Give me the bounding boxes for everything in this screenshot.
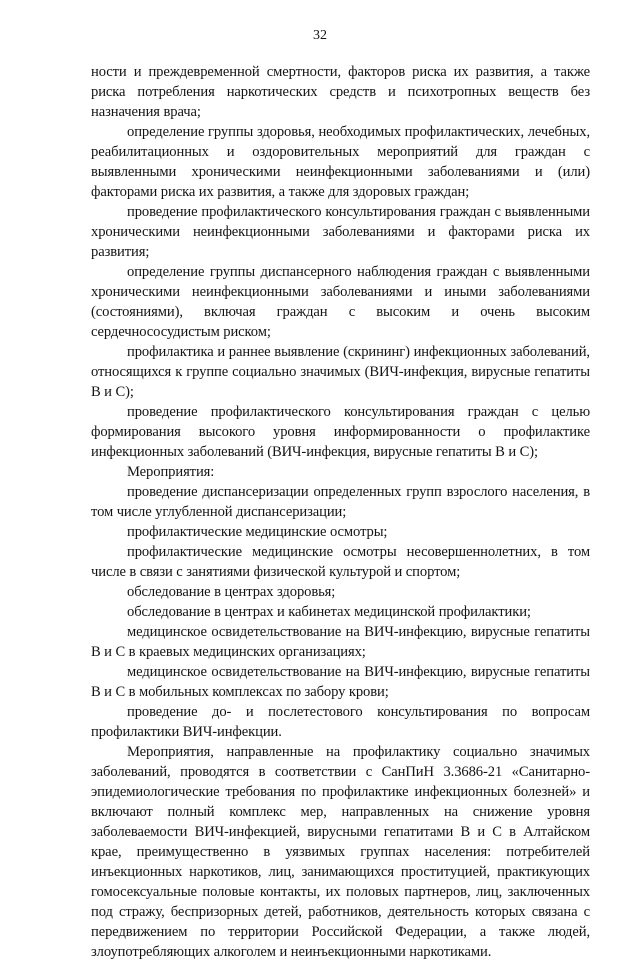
body-text [91,62,590,962]
list-item-prevention-offices: обследование в центрах и кабинетах медицинской профилактики; [127,604,531,620]
list-item-health-centers: обследование в центрах здоровья; [127,584,336,600]
paragraph-counseling-infections: проведение профилактического консультирования граждан с целью формирования высокого уровня информированности о профилактике инфекционных заболеваний (ВИЧ-инфекция, вирусные гепатиты В и С); [91,404,590,460]
list-item-dispanserization: проведение диспансеризации определенных групп взрослого населения, в том числе углубленной диспансеризации; [91,484,590,520]
list-item-hiv-counseling: проведение до- и послетестового консультирования по вопросам профилактики ВИЧ-инфекции. [91,704,590,740]
paragraph-measures-heading: Мероприятия: [127,464,215,480]
paragraph-sanpin-measures: Мероприятия, направленные на профилактику социально значимых заболеваний, проводятся в соответствии с СанПиН 3.3686-21 «Санитарно-эпидемиологические требования по профилактике инфекционных болезней» и включают полный комплекс мер, направленных на снижение уровня заболеваемости ВИЧ-инфекцией, вирусными гепатитами В и С в Алтайском крае, преимущественно в уязвимых группах населения: потребителей инъекционных наркотиков, лиц, занимающихся проституцией, практикующих гомосексуальные половые контакты, их половых партнеров, лиц, заключенных под стражу, беспризорных детей, работников, деятельность которых связана с передвижением по территории Российской Федерации, а также людей, злоупотребляющих алкоголем и неинъекционными наркотиками. [91,744,590,960]
list-item-medical-exams: профилактические медицинские осмотры; [127,524,388,540]
paragraph-counseling-chronic: проведение профилактического консультирования граждан с выявленными хроническими неинфекционными заболеваниями и факторами риска их развития; [91,204,590,260]
paragraph-dispensary-group: определение группы диспансерного наблюдения граждан с выявленными хроническими неинфекционными заболеваниями и иными заболеваниями (состояниями), включая граждан с высоким и очень высоким сердечнососудистым риском; [91,264,590,340]
page-number: 32 [313,28,327,43]
paragraph-screening-infections: профилактика и раннее выявление (скрининг) инфекционных заболеваний, относящихся к группе социально значимых (ВИЧ-инфекция, вирусные гепатиты В и С); [91,344,590,400]
paragraph-continuation: ности и преждевременной смертности, факторов риска их развития, а также риска потребления наркотических средств и психотропных веществ без назначения врача; [91,64,590,120]
list-item-hiv-test-mobile: медицинское освидетельствование на ВИЧ-инфекцию, вирусные гепатиты В и С в мобильных комплексах по забору крови; [91,664,590,700]
paragraph-health-group: определение группы здоровья, необходимых профилактических, лечебных, реабилитационных и оздоровительных мероприятий для граждан с выявленными хроническими неинфекционными заболеваниями и (или) факторами риска их развития, а также для здоровых граждан; [91,124,590,200]
list-item-hiv-test-regional: медицинское освидетельствование на ВИЧ-инфекцию, вирусные гепатиты В и С в краевых медицинских организациях; [91,624,590,660]
list-item-minors-exams: профилактические медицинские осмотры несовершеннолетних, в том числе в связи с занятиями физической культурой и спортом; [91,544,590,580]
